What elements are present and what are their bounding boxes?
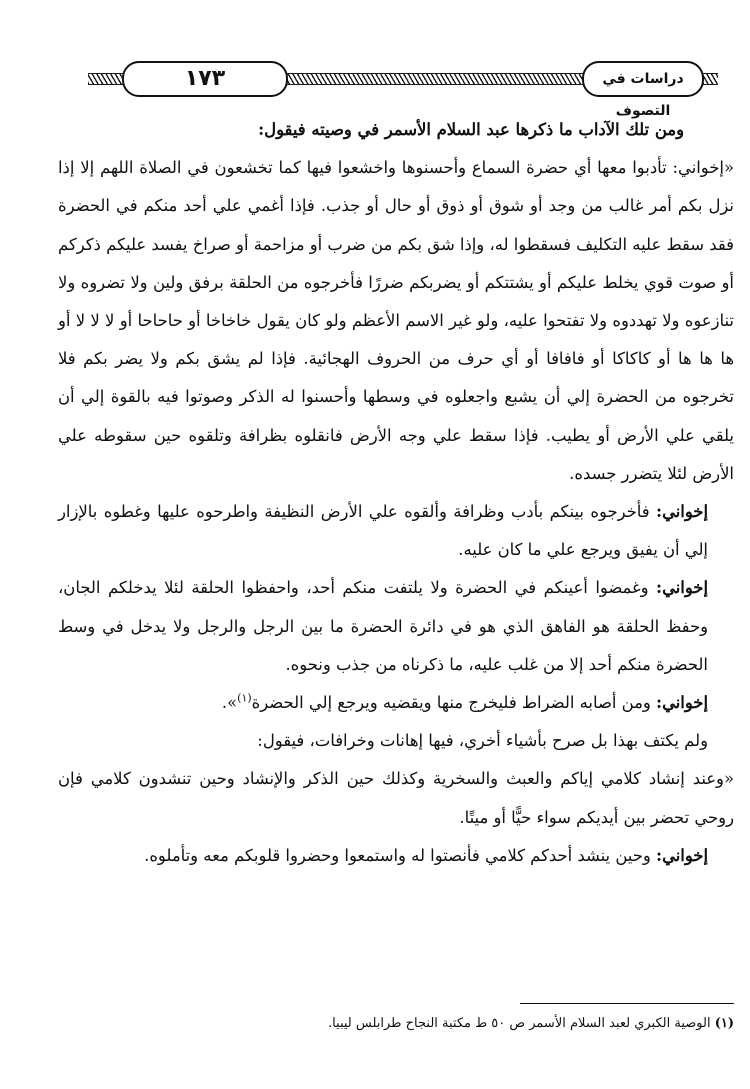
paragraph-lead: إخواني: — [656, 845, 708, 865]
paragraph — [58, 760, 734, 836]
paragraph — [58, 837, 734, 875]
intro-line: ومن تلك الآداب ما ذكرها عبد السلام الأسمر في وصيته فيقول: — [258, 120, 684, 139]
quote-close: ». — [221, 693, 238, 713]
bridge-line: ولم يكتف بهذا بل صرح بأشياء أخري، فيها إهانات وخرافات، فيقول: — [257, 731, 708, 751]
paragraph — [58, 684, 734, 722]
header-ornament — [284, 73, 584, 85]
paragraph — [58, 569, 734, 684]
paragraph-text: «وعند إنشاد كلامي إياكم والعبث والسخرية وكذلك حين الذكر والإنشاد وحين تنشدون كلامي فإن روحي تحضر بين أيديكم سواء حيًّا أو ميتًا. — [58, 769, 734, 827]
paragraph-text: ومن أصابه الضراط فليخرج منها ويقضيه ويرجع إلي الحضرة — [251, 693, 657, 713]
running-title: دراسات في التصوف — [582, 61, 704, 97]
footnote-text: الوصية الكبري لعبد السلام الأسمر ص ٥٠ ط مكتبة النجاح طرابلس ليبيا. — [327, 1016, 715, 1031]
paragraph-lead: إخواني: — [656, 502, 708, 522]
footnote-separator — [520, 1003, 734, 1004]
paragraph-text: وغمضوا أعينكم في الحضرة ولا يلتفت منكم أحد، واحفظوا الحلقة لئلا يدخلكم الجان، وحفظ الحلقة هو الفاهق الذي هو في دائرة الحضرة ما بين الرجل والرجل ولا يدخل في وسط الحضرة منكم أحد إلا من غلب عليه، ما ذكرناه من جذب ونحوه. — [58, 578, 708, 674]
paragraph-lead: إخواني: — [656, 693, 708, 713]
paragraph-text: وحين ينشد أحدكم كلامي فأنصتوا له واستمعوا وحضروا قلوبكم معه وتأملوه. — [144, 845, 657, 865]
paragraph-text: فأخرجوه بينكم بأدب وظرافة وألقوه علي الأرض النظيفة واطرحوه عليها وغطوه بالإزار إلي أن يفيق ويرجع علي ما كان عليه. — [58, 502, 708, 560]
paragraph — [58, 149, 734, 493]
footnote-reference[interactable]: (١) — [237, 691, 252, 705]
paragraph-lead: إخواني: — [656, 578, 708, 598]
footnote-number: (١) — [714, 1016, 734, 1031]
body-text — [58, 111, 734, 875]
paragraph — [58, 493, 734, 569]
page-number: ١٧٣ — [122, 61, 288, 97]
footnote — [58, 1014, 734, 1034]
page-header — [88, 58, 718, 119]
paragraph-text: «إخواني: تأدبوا معها أي حضرة السماع وأحسنوها واخشعوا فيها كما تخشعون في الصلاة اللهم إلا إذا نزل بكم أمر غالب من وجد أو شوق أو ذوق أو حال أو جذب. فإذا أغمي علي أحد منكم في الحضرة فقد سقط عليه التكليف فسقطوا له، وإذا شق بكم من ضرب أو مزاحمة أو صراخ يفسد عليكم ذكركم أو صوت قوي يخلط عليكم أو يشتتكم أو يضربكم ضررًا فأخرجوه من الحلقة برفق ولين ولا تضروه ولا تنازعوه ولا تهددوه ولا تفتحوا عليه، ولو غير الاسم الأعظم ولو كان يقول خاخاخا أو حاحاحا أو لا لا لا أو ها ها ها أو كاكاكا أو فافافا أو أي حرف من الحروف الهجائية. فإذا لم يشق بكم ولا يضر بكم فلا تخرجوه من الحضرة إلي أن يشبع واجعلوه في وسطها وأحسنوا له الذكر وصوتوا فيه بالقوة إلي أن يلقي علي الأرض أو يطيب. فإذا سقط علي وجه الأرض فانقلوه بظرافة وتلقوه حين سقوطه علي الأرض لئلا يتضرر جسده. — [58, 158, 734, 483]
